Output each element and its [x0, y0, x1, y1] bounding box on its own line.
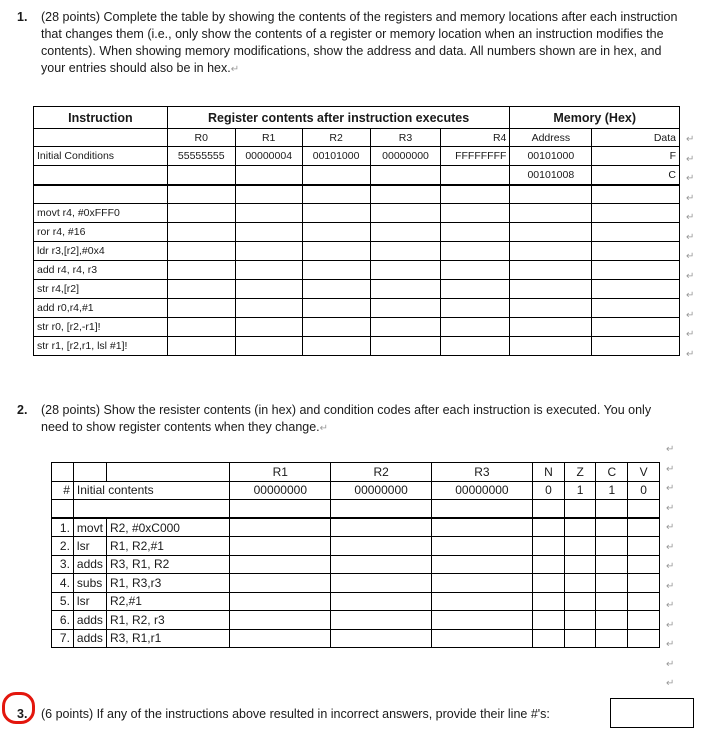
operands: R2,#1 — [106, 592, 229, 611]
table-cell[interactable] — [167, 280, 235, 299]
table-cell[interactable] — [302, 204, 370, 223]
table-cell[interactable] — [441, 318, 510, 337]
instruction-3: ldr r3,[r2],#0x4 — [34, 242, 168, 261]
table-cell[interactable] — [230, 629, 331, 648]
table-cell[interactable] — [592, 337, 680, 356]
table-cell[interactable] — [230, 537, 331, 556]
col-r2: R2 — [331, 463, 431, 482]
initial-r2: 00101000 — [302, 147, 370, 166]
col-z: Z — [564, 463, 596, 482]
table-cell[interactable] — [331, 537, 431, 556]
table-cell[interactable] — [34, 185, 168, 204]
table-cell[interactable] — [628, 574, 660, 593]
initial-r4: FFFFFFFF — [441, 147, 510, 166]
initial-conditions-label: Initial Conditions — [34, 147, 168, 166]
table-cell[interactable] — [302, 318, 370, 337]
table-cell[interactable] — [34, 166, 168, 185]
table-cell[interactable] — [235, 261, 302, 280]
table-cell[interactable] — [230, 518, 331, 537]
question-2-text: (28 points) Show the resister contents (in hex) and condition codes after each instruction is executed. You only need to show register contents when they change.↵ — [41, 403, 652, 434]
table-cell[interactable] — [510, 185, 592, 204]
col-r3: R3 — [370, 129, 441, 147]
table-cell[interactable] — [596, 611, 628, 630]
table-cell[interactable] — [628, 555, 660, 574]
table-cell[interactable] — [592, 318, 680, 337]
table-cell[interactable] — [510, 242, 592, 261]
table-cell[interactable] — [441, 223, 510, 242]
table-cell[interactable] — [441, 280, 510, 299]
initial-c: 1 — [596, 481, 628, 500]
initial-r3: 00000000 — [370, 147, 441, 166]
instruction-1: movt r4, #0xFFF0 — [34, 204, 168, 223]
operands: R1, R3,r3 — [106, 574, 229, 593]
table-cell[interactable] — [331, 611, 431, 630]
initial-z: 1 — [564, 481, 596, 500]
table-cell[interactable] — [564, 611, 596, 630]
instruction-8: str r1, [r2,r1, lsl #1]! — [34, 337, 168, 356]
initial-r1: 00000004 — [235, 147, 302, 166]
operands: R3, R1, R2 — [106, 555, 229, 574]
operands: R2, #0xC000 — [106, 518, 229, 537]
table-cell[interactable] — [370, 261, 441, 280]
table-cell[interactable] — [592, 223, 680, 242]
table-cell[interactable] — [34, 129, 168, 147]
table-cell[interactable] — [592, 261, 680, 280]
table-cell[interactable] — [596, 537, 628, 556]
table-cell[interactable] — [431, 574, 532, 593]
col-r4: R4 — [441, 129, 510, 147]
table-cell[interactable] — [167, 299, 235, 318]
table-cell[interactable] — [628, 518, 660, 537]
table-cell[interactable] — [370, 299, 441, 318]
table-cell[interactable] — [441, 261, 510, 280]
col-r1: R1 — [230, 463, 331, 482]
table-cell[interactable] — [564, 555, 596, 574]
table-cell[interactable] — [302, 223, 370, 242]
opcode: adds — [73, 555, 106, 574]
table-cell[interactable] — [302, 280, 370, 299]
table-cell[interactable] — [533, 592, 565, 611]
instruction-4: add r4, r4, r3 — [34, 261, 168, 280]
margin-marks: ↵ ↵ ↵ ↵ ↵ ↵ ↵ ↵ ↵ ↵ ↵ ↵ ↵ — [666, 444, 675, 689]
memory-header: Memory (Hex) — [510, 107, 680, 129]
table-cell[interactable] — [302, 166, 370, 185]
col-address: Address — [510, 129, 592, 147]
table-cell[interactable] — [235, 337, 302, 356]
table-cell[interactable] — [533, 518, 565, 537]
table-cell[interactable] — [596, 555, 628, 574]
table-cell[interactable] — [167, 185, 235, 204]
table-cell[interactable] — [52, 500, 74, 519]
col-r1: R1 — [235, 129, 302, 147]
table-cell[interactable] — [331, 500, 431, 519]
instruction-5: str r4,[r2] — [34, 280, 168, 299]
table-cell[interactable] — [167, 223, 235, 242]
extra-address: 00101008 — [510, 166, 592, 185]
table-cell[interactable] — [564, 574, 596, 593]
col-c: C — [596, 463, 628, 482]
row-number: 5. — [52, 592, 74, 611]
initial-r2: 00000000 — [331, 481, 431, 500]
table-cell[interactable] — [235, 242, 302, 261]
table-cell[interactable] — [235, 299, 302, 318]
table-cell[interactable] — [167, 204, 235, 223]
table-cell[interactable] — [167, 242, 235, 261]
row-number: 7. — [52, 629, 74, 648]
table-cell[interactable] — [235, 166, 302, 185]
table-cell[interactable] — [167, 318, 235, 337]
table-cell[interactable] — [596, 574, 628, 593]
instruction-2: ror r4, #16 — [34, 223, 168, 242]
table-cell[interactable] — [370, 337, 441, 356]
table-cell[interactable] — [592, 242, 680, 261]
table-cell[interactable] — [628, 500, 660, 519]
table-cell[interactable] — [628, 629, 660, 648]
operands: R3, R1,r1 — [106, 629, 229, 648]
table-cell[interactable] — [370, 185, 441, 204]
table-cell[interactable] — [441, 242, 510, 261]
register-contents-header: Register contents after instruction executes — [167, 107, 510, 129]
initial-address: 00101000 — [510, 147, 592, 166]
table-cell[interactable] — [592, 204, 680, 223]
table-cell[interactable] — [592, 280, 680, 299]
table-cell[interactable] — [596, 518, 628, 537]
table-cell[interactable] — [167, 261, 235, 280]
table-cell[interactable] — [628, 611, 660, 630]
table-cell[interactable] — [235, 204, 302, 223]
table-cell[interactable] — [510, 261, 592, 280]
table-cell[interactable] — [431, 611, 532, 630]
col-n: N — [533, 463, 565, 482]
table-cell[interactable] — [441, 166, 510, 185]
instruction-6: add r0,r4,#1 — [34, 299, 168, 318]
table-cell[interactable] — [431, 592, 532, 611]
question-3-number: 3. — [17, 707, 28, 721]
table-cell[interactable] — [510, 318, 592, 337]
table-cell[interactable] — [302, 185, 370, 204]
initial-r0: 55555555 — [167, 147, 235, 166]
col-data: Data — [592, 129, 680, 147]
table-cell[interactable] — [106, 463, 229, 482]
opcode: movt — [73, 518, 106, 537]
table-cell[interactable] — [533, 500, 565, 519]
table-cell[interactable] — [431, 500, 532, 519]
table-cell[interactable] — [235, 318, 302, 337]
table-cell[interactable] — [331, 592, 431, 611]
question-1-text: (28 points) Complete the table by showing the contents of the registers and memory locations after each instruction that changes them (i.e., only show the contents of a register or memory location when an instruction modifies the contents). When showing memory modifications, show the address and data. All numbers shown are in hex, and your entries should also be in hex.↵ — [41, 10, 678, 75]
table-cell[interactable] — [510, 299, 592, 318]
question-3-text: (6 points) If any of the instructions above resulted in incorrect answers, provide their line #'s: — [41, 707, 550, 721]
table-cell[interactable] — [533, 574, 565, 593]
table-cell[interactable] — [235, 223, 302, 242]
table-cell[interactable] — [302, 299, 370, 318]
table-cell[interactable] — [302, 337, 370, 356]
row-number: 4. — [52, 574, 74, 593]
opcode: adds — [73, 629, 106, 648]
initial-n: 0 — [533, 481, 565, 500]
table-cell[interactable] — [431, 629, 532, 648]
question-1-number: 1. — [17, 10, 28, 24]
row-number: 1. — [52, 518, 74, 537]
table-cell[interactable] — [230, 592, 331, 611]
table-cell[interactable] — [441, 185, 510, 204]
table-cell[interactable] — [302, 261, 370, 280]
opcode: lsr — [73, 592, 106, 611]
table-cell[interactable] — [441, 337, 510, 356]
table-cell[interactable] — [564, 629, 596, 648]
table-cell[interactable] — [370, 280, 441, 299]
initial-r3: 00000000 — [431, 481, 532, 500]
table-cell[interactable] — [73, 463, 106, 482]
initial-data: F — [592, 147, 680, 166]
table-cell[interactable] — [592, 185, 680, 204]
table-cell[interactable] — [564, 518, 596, 537]
hash-label: # — [52, 481, 74, 500]
table-cell[interactable] — [230, 500, 331, 519]
table-cell[interactable] — [510, 280, 592, 299]
initial-contents-label: Initial contents — [73, 481, 229, 500]
row-number: 2. — [52, 537, 74, 556]
table-cell[interactable] — [370, 223, 441, 242]
operands: R1, R2,#1 — [106, 537, 229, 556]
table-cell[interactable] — [370, 204, 441, 223]
col-r2: R2 — [302, 129, 370, 147]
table-cell[interactable] — [596, 500, 628, 519]
table-cell[interactable] — [302, 242, 370, 261]
row-number: 6. — [52, 611, 74, 630]
table-cell[interactable] — [167, 337, 235, 356]
table-cell[interactable] — [52, 463, 74, 482]
table-cell[interactable] — [370, 242, 441, 261]
table-cell[interactable] — [564, 537, 596, 556]
table-cell[interactable] — [431, 555, 532, 574]
table-cell[interactable] — [596, 629, 628, 648]
table-cell[interactable] — [596, 592, 628, 611]
register-memory-table — [33, 106, 680, 356]
table-cell[interactable] — [564, 500, 596, 519]
table-cell[interactable] — [510, 337, 592, 356]
table-cell[interactable] — [235, 185, 302, 204]
table-cell[interactable] — [370, 166, 441, 185]
table-cell[interactable] — [592, 299, 680, 318]
table-cell[interactable] — [564, 592, 596, 611]
operands: R1, R2, r3 — [106, 611, 229, 630]
table-cell[interactable] — [441, 204, 510, 223]
table-cell[interactable] — [167, 166, 235, 185]
table-cell[interactable] — [230, 574, 331, 593]
table-cell[interactable] — [510, 223, 592, 242]
table-cell[interactable] — [370, 318, 441, 337]
table-cell[interactable] — [533, 537, 565, 556]
table-cell[interactable] — [331, 555, 431, 574]
opcode: adds — [73, 611, 106, 630]
instruction-7: str r0, [r2,-r1]! — [34, 318, 168, 337]
table-cell[interactable] — [628, 592, 660, 611]
col-v: V — [628, 463, 660, 482]
row-number: 3. — [52, 555, 74, 574]
initial-r1: 00000000 — [230, 481, 331, 500]
table-cell[interactable] — [73, 500, 229, 519]
table-cell[interactable] — [331, 518, 431, 537]
table-cell[interactable] — [230, 611, 331, 630]
line-numbers-answer-box[interactable] — [610, 698, 694, 728]
table-cell[interactable] — [533, 555, 565, 574]
col-r0: R0 — [167, 129, 235, 147]
table-cell[interactable] — [441, 299, 510, 318]
table-cell[interactable] — [628, 537, 660, 556]
initial-v: 0 — [628, 481, 660, 500]
opcode: subs — [73, 574, 106, 593]
extra-data: C — [592, 166, 680, 185]
table-cell[interactable] — [431, 537, 532, 556]
table-cell[interactable] — [331, 574, 431, 593]
margin-marks: ↵ ↵ ↵ ↵ ↵ ↵ ↵ ↵ ↵ ↵ ↵ ↵ — [686, 134, 695, 360]
instruction-header: Instruction — [34, 107, 168, 129]
opcode: lsr — [73, 537, 106, 556]
question-2-number: 2. — [17, 403, 28, 417]
table-cell[interactable] — [533, 611, 565, 630]
table-cell[interactable] — [235, 280, 302, 299]
table-cell[interactable] — [331, 629, 431, 648]
table-cell[interactable] — [533, 629, 565, 648]
table-cell[interactable] — [431, 518, 532, 537]
condition-codes-table — [51, 462, 660, 648]
col-r3: R3 — [431, 463, 532, 482]
table-cell[interactable] — [510, 204, 592, 223]
table-cell[interactable] — [230, 555, 331, 574]
